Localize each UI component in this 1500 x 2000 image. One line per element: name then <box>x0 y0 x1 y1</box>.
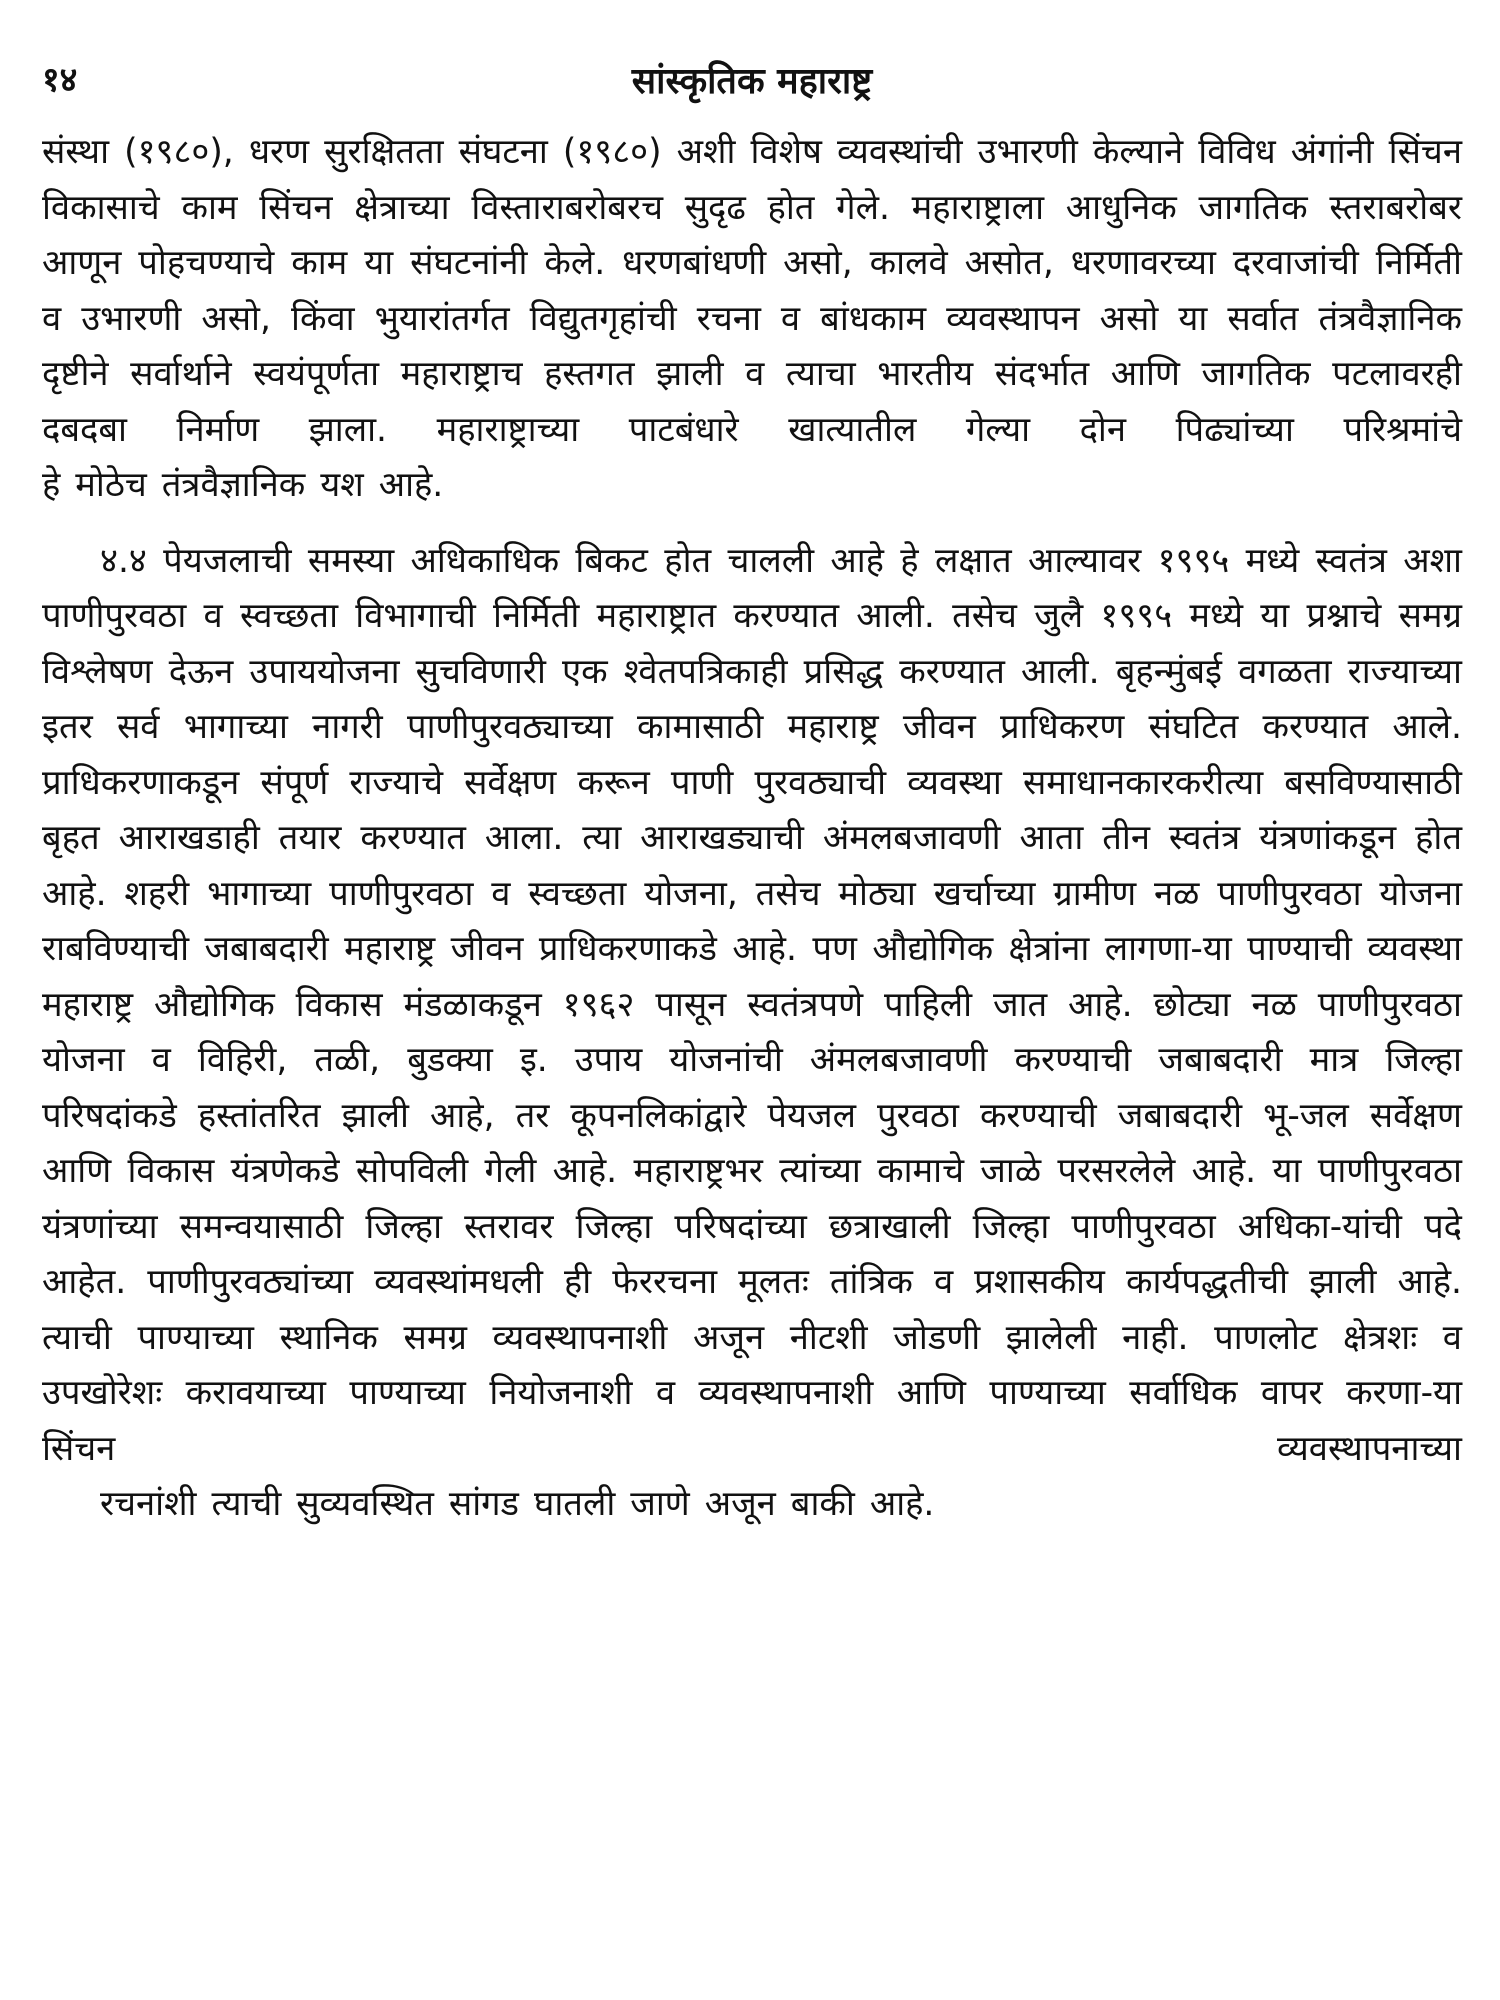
paragraph-1-last-line: हे मोठेच तंत्रवैज्ञानिक यश आहे. <box>42 465 444 505</box>
paragraph-gap <box>42 514 1462 534</box>
running-title: सांस्कृतिक महाराष्ट्र <box>631 61 873 102</box>
page-header <box>42 55 1462 125</box>
paragraph-2 <box>42 534 1462 1533</box>
paragraph-2-last-line: रचनांशी त्याची सुव्यवस्थित सांगड घातली जाणे अजून बाकी आहे. <box>100 1484 935 1524</box>
paragraph-1 <box>42 125 1462 514</box>
page-number: १४ <box>42 60 78 100</box>
paragraph-1-body: संस्था (१९८०), धरण सुरक्षितता संघटना (१९८०) अशी विशेष व्यवस्थांची उभारणी केल्याने विविध अंगांनी सिंचन विकासाचे काम सिंचन क्षेत्राच्या विस्ताराबरोबरच सुदृढ होत गेले. महाराष्ट्राला आधुनिक जागतिक स्तराबरोबर आणून पोहचण्याचे काम या संघटनांनी केले. धरणबांधणी असो, कालवे असोत, धरणावरच्या दरवाजांची निर्मिती व उभारणी असो, किंवा भुयारांतर्गत विद्युतगृहांची रचना व बांधकाम व्यवस्थापन असो या सर्वात तंत्रवैज्ञानिक दृष्टीने सर्वार्थाने स्वयंपूर्णता महाराष्ट्राच हस्तगत झाली व त्याचा भारतीय संदर्भात आणि जागतिक पटलावरही दबदबा निर्माण झाला. महाराष्ट्राच्या पाटबंधारे खात्यातील गेल्या दोन पिढ्यांच्या परिश्रमांचे <box>42 132 1462 450</box>
paragraph-2-body: ४.४ पेयजलाची समस्या अधिकाधिक बिकट होत चालली आहे हे लक्षात आल्यावर १९९५ मध्ये स्वतंत्र अशा पाणीपुरवठा व स्वच्छता विभागाची निर्मिती महाराष्ट्रात करण्यात आली. तसेच जुलै १९९५ मध्ये या प्रश्नाचे समग्र विश्लेषण देऊन उपाययोजना सुचविणारी एक श्वेतपत्रिकाही प्रसिद्ध करण्यात आली. बृहन्मुंबई वगळता राज्याच्या इतर सर्व भागाच्या नागरी पाणीपुरवठ्याच्या कामासाठी महाराष्ट्र जीवन प्राधिकरण संघटित करण्यात आले. प्राधिकरणाकडून संपूर्ण राज्याचे सर्वेक्षण करून पाणी पुरवठ्याची व्यवस्था समाधानकारकरीत्या बसविण्यासाठी बृहत आराखडाही तयार करण्यात आला. त्या आराखड्याची अंमलबजावणी आता तीन स्वतंत्र यंत्रणांकडून होत आहे. शहरी भागाच्या पाणीपुरवठा व स्वच्छता योजना, तसेच मोठ्या खर्चाच्या ग्रामीण नळ पाणीपुरवठा योजना राबविण्याची जबाबदारी महाराष्ट्र जीवन प्राधिकरणाकडे आहे. पण औद्योगिक क्षेत्रांना लागणा-या पाण्याची व्यवस्था महाराष्ट्र औद्योगिक विकास मंडळाकडून १९६२ पासून स्वतंत्रपणे पाहिली जात आहे. छोट्या नळ पाणीपुरवठा योजना व विहिरी, तळी, बुडक्या इ. उपाय योजनांची अंमलबजावणी करण्याची जबाबदारी मात्र जिल्हा परिषदांकडे हस्तांतरित झाली आहे, तर कूपनलिकांद्वारे पेयजल पुरवठा करण्याची जबाबदारी भू-जल सर्वेक्षण आणि विकास यंत्रणेकडे सोपविली गेली आहे. महाराष्ट्रभर त्यांच्या कामाचे जाळे परसरलेले आहे. या पाणीपुरवठा यंत्रणांच्या समन्वयासाठी जिल्हा स्तरावर जिल्हा परिषदांच्या छत्राखाली जिल्हा पाणीपुरवठा अधिका-यांची पदे आहेत. पाणीपुरवठ्यांच्या व्यवस्थांमधली ही फेररचना मूलतः तांत्रिक व प्रशासकीय कार्यपद्धतीची झाली आहे. त्याची पाण्याच्या स्थानिक समग्र व्यवस्थापनाशी अजून नीटशी जोडणी झालेली नाही. पाणलोट क्षेत्रशः व उपखोरेशः करावयाच्या पाण्याच्या नियोजनाशी व व्यवस्थापनाशी आणि पाण्याच्या सर्वाधिक वापर करणा-या सिंचन व्यवस्थापनाच्या <box>42 540 1462 1469</box>
